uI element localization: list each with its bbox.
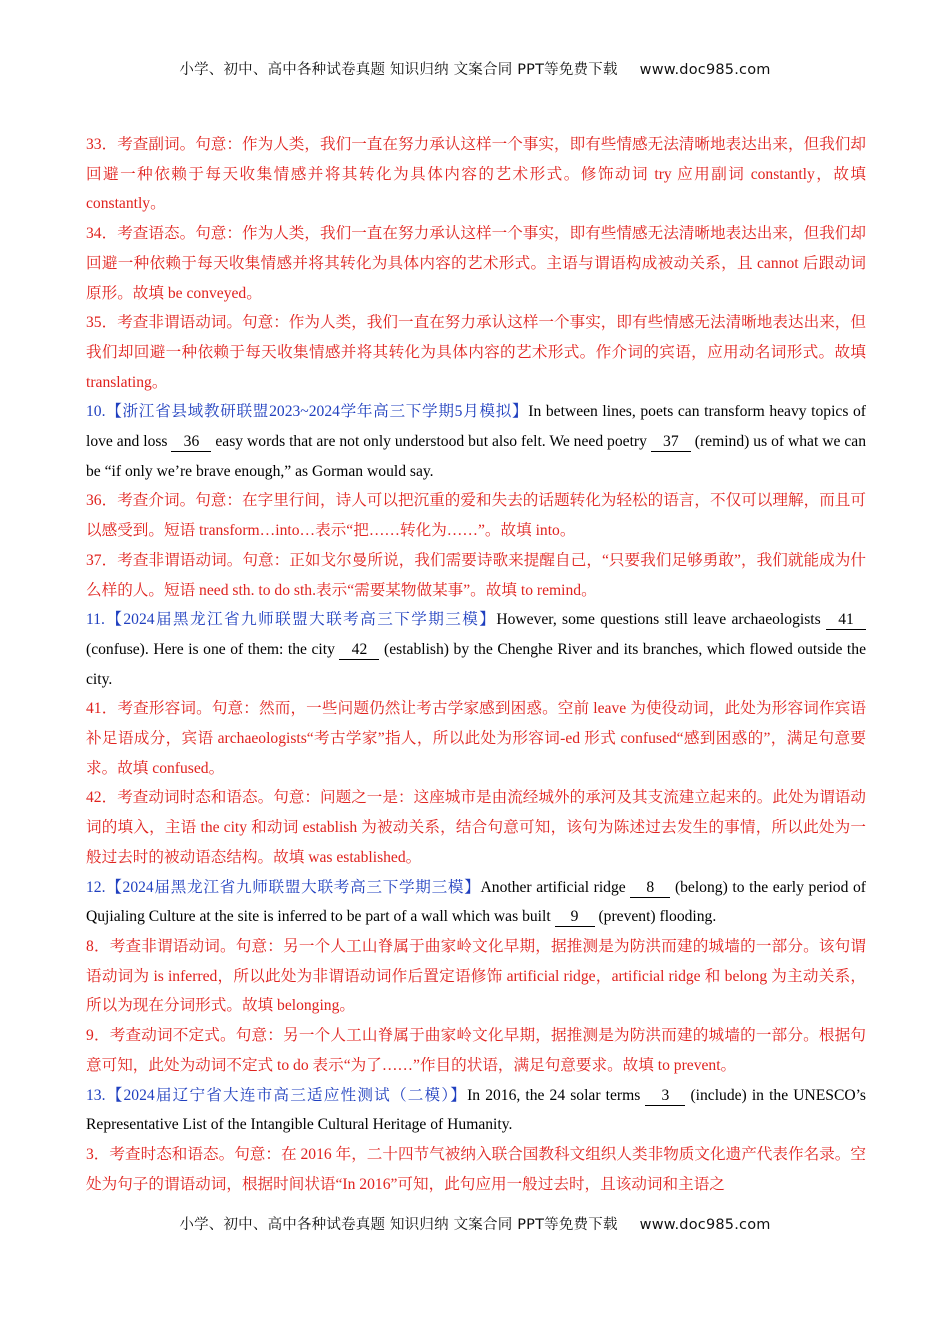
question-text: (prevent) flooding. [594,908,717,926]
question-text: easy words that are not only understood but also felt. We need poetry [211,433,651,451]
question-item [86,605,866,694]
question-text: In 2016, the 24 solar terms [467,1086,646,1104]
answer-blank: 3 [645,1087,685,1106]
question-number: 10. [86,403,106,421]
question-text: (remind) us of what we can be “if only we’re brave enough,” as Gorman would say. [86,433,867,480]
document-body [86,130,866,1199]
answer-explanation: 42．考查动词时态和语态。句意：问题之一是：这座城市是由流经城外的承河及其支流建立起来的。此处为谓语动词的填入，主语 the city 和动词 establish 为被动关系，结合句意可知，该句为陈述过去发生的事情，所以此处为一般过去时的被动语态结构。故填 was established。 [86,789,866,866]
question-text: (confuse). Here is one of them: the city [86,640,340,658]
answer-blank: 41 [826,611,866,630]
question-source: 【2024届黑龙江省九师联盟大联考高三下学期三模】 [105,878,481,896]
answer-blank: 42 [339,641,379,660]
answer-blank: 9 [555,908,595,927]
answer-blank: 37 [651,433,691,452]
question-number: 12. [86,878,106,896]
page-footer [0,1213,950,1234]
question-source: 【2024届黑龙江省九师联盟大联考高三下学期三模】 [104,611,497,629]
page-header [0,58,950,79]
answer-explanation: 36．考查介词。句意：在字里行间，诗人可以把沉重的爱和失去的话题转化为轻松的语言，不仅可以理解，而且可以感受到。短语 transform…into…表示“把……转化为……”。故填 into。 [86,492,866,540]
header-text: 小学、初中、高中各种试卷真题 知识归纳 文案合同 PPT等免费下载 [179,62,618,78]
question-item [86,873,866,932]
header-url[interactable]: www.doc985.com [639,62,771,78]
footer-url[interactable]: www.doc985.com [639,1217,771,1233]
question-number: 13. [86,1086,106,1104]
answer-explanation: 3．考查时态和语态。句意：在 2016 年，二十四节气被纳入联合国教科文组织人类非物质文化遗产代表作名录。空处为句子的谓语动词，根据时间状语“In 2016”可知，此句应用一般过去时，且该动词和主语之 [86,1145,866,1193]
question-number: 11. [86,611,105,629]
answer-blank: 8 [630,879,670,898]
answer-explanation: 33．考查副词。句意：作为人类，我们一直在努力承认这样一个事实，即有些情感无法清晰地表达出来，但我们却回避一种依赖于每天收集情感并将其转化为具体内容的艺术形式。修饰动词 try 应用副词 constantly，故填 constantly。 [86,136,866,213]
answer-explanation: 35．考查非谓语动词。句意：作为人类，我们一直在努力承认这样一个事实，即有些情感无法清晰地表达出来，但我们却回避一种依赖于每天收集情感并将其转化为具体内容的艺术形式。作介词的宾语，应用动名词形式。故填 translating。 [86,314,866,391]
answer-explanation: 34．考查语态。句意：作为人类，我们一直在努力承认这样一个事实，即有些情感无法清晰地表达出来，但我们却回避一种依赖于每天收集情感并将其转化为具体内容的艺术形式。主语与谓语构成被动关系，且 cannot 后跟动词原形。故填 be conveyed。 [86,225,866,302]
answer-explanation: 9．考查动词不定式。句意：另一个人工山脊属于曲家岭文化早期，据推测是为防洪而建的城墙的一部分。根据句意可知，此处为动词不定式 to do 表示“为了……”作目的状语，满足句意要求。故填 to prevent。 [86,1027,866,1074]
question-item [86,1081,866,1140]
question-text: However, some questions still leave archaeologists [496,611,826,629]
footer-text: 小学、初中、高中各种试卷真题 知识归纳 文案合同 PPT等免费下载 [179,1217,618,1233]
question-item [86,397,866,486]
question-text: (establish) by the Chenghe River and its branches, which flowed outside the city. [86,640,866,688]
answer-explanation: 8．考查非谓语动词。句意：另一个人工山脊属于曲家岭文化早期，据推测是为防洪而建的城墙的一部分。该句谓语动词为 is inferred，所以此处为非谓语动词作后置定语修饰 artificial ridge，artificial ridge 和 belong 为主动关系，所以为现在分词形式。故填 belonging。 [86,937,866,1015]
question-text: (belong) to the early period of Qujialing Culture at the site is inferred to be part of a wall which was built [86,878,866,926]
question-text: (include) in the UNESCO’s Representative List of the Intangible Cultural Heritage of Humanity. [86,1086,867,1134]
question-source: 【2024届辽宁省大连市高三适应性测试（二模）】 [105,1086,468,1104]
question-source: 【浙江省县域教研联盟2023~2024学年高三下学期5月模拟】 [105,403,529,421]
question-text: In between lines, poets can transform heavy topics of love and loss [86,403,866,451]
answer-explanation: 37．考查非谓语动词。句意：正如戈尔曼所说，我们需要诗歌来提醒自己，“只要我们足够勇敢”，我们就能成为什么样的人。短语 need sth. to do sth.表示“需要某物做某事”。故填 to remind。 [86,551,866,599]
answer-explanation: 41．考查形容词。句意：然而，一些问题仍然让考古学家感到困惑。空前 leave 为使役动词，此处为形容词作宾语补足语成分，宾语 archaeologists“考古学家”指人，所以此处为形容词-ed 形式 confused“感到困惑的”，满足句意要求。故填 confused。 [86,700,866,777]
answer-blank: 36 [171,433,211,452]
question-text: Another artificial ridge [480,878,631,896]
